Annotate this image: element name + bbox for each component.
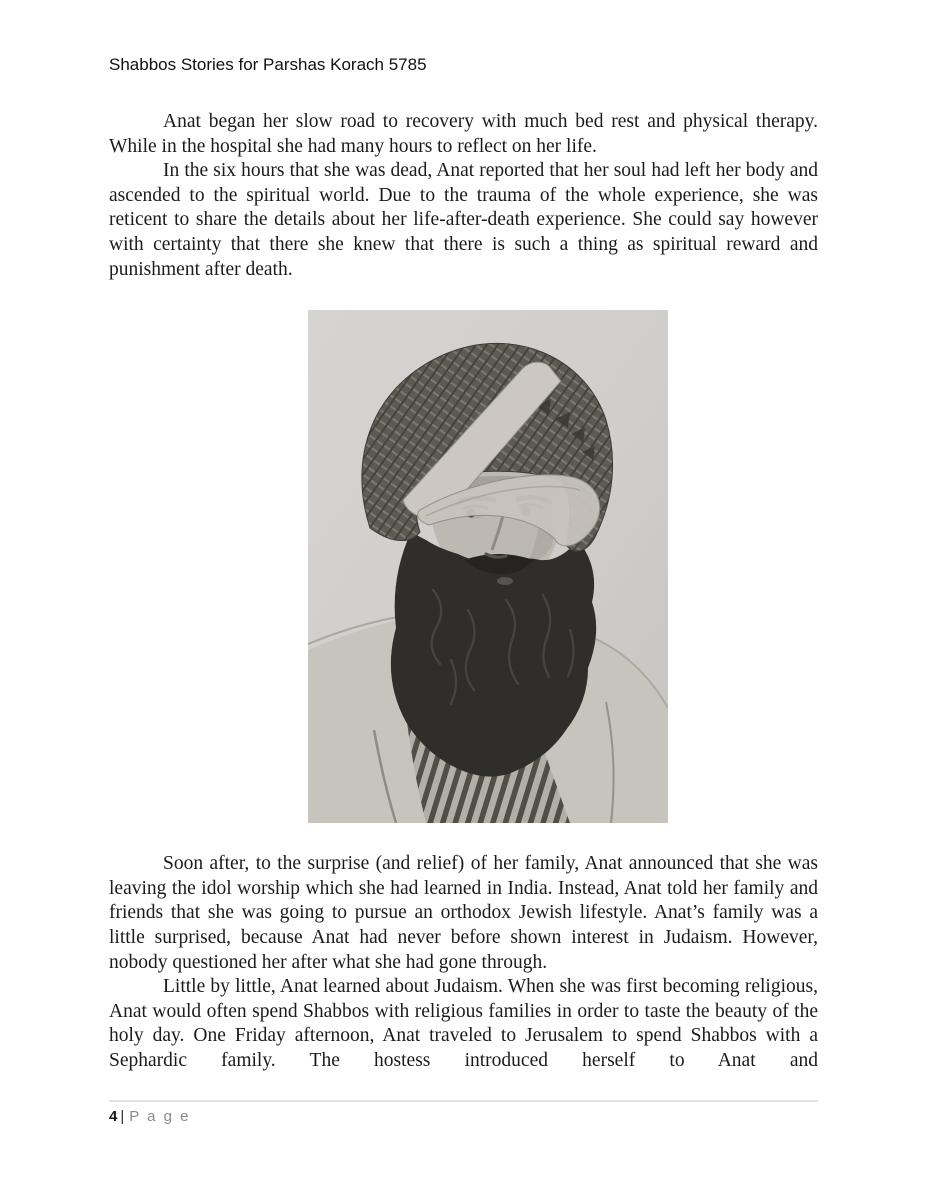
portrait-photo-graphic bbox=[308, 310, 668, 823]
paragraph-little-by-little: Little by little, Anat learned about Judaism. When she was first becoming religious, Anat would often spend Shabbos with religious families in order to taste the beauty of the holy day. One Friday afternoon, Anat traveled to Jerusalem to spend Shabbos with a Sephardic family. The hostess introduced herself to Anat and bbox=[109, 976, 818, 1071]
document-header bbox=[109, 54, 818, 75]
document-footer bbox=[109, 1100, 818, 1125]
paragraph-soon-after: Soon after, to the surprise (and relief) of her family, Anat announced that she was leaving the idol worship which she had learned in India. Instead, Anat told her family and friends that she was going to pursue an orthodox Jewish lifestyle. Anat’s family was a little surprised, because Anat had never before shown interest in Judaism. However, nobody questioned her after what she had gone through. bbox=[109, 853, 818, 973]
header-title: Shabbos Stories for Parshas Korach 5785 bbox=[109, 55, 427, 74]
footer-separator: | bbox=[120, 1108, 125, 1125]
document-body bbox=[109, 110, 818, 1074]
page-number: 4 bbox=[109, 1108, 118, 1125]
portrait-image bbox=[308, 310, 668, 823]
footer-page-label: P a g e bbox=[129, 1108, 191, 1125]
paragraph-six-hours: In the six hours that she was dead, Anat reported that her soul had left her body and ascended to the spiritual world. Due to the trauma of the whole experience, she was reticent to share the details about her life-after-death experience. She could say however with certainty that there she knew that there is such a thing as spiritual reward and punishment after death. bbox=[109, 160, 818, 280]
paragraph-recovery: Anat began her slow road to recovery with much bed rest and physical therapy. While in the hospital she had many hours to reflect on her life. bbox=[109, 111, 818, 157]
